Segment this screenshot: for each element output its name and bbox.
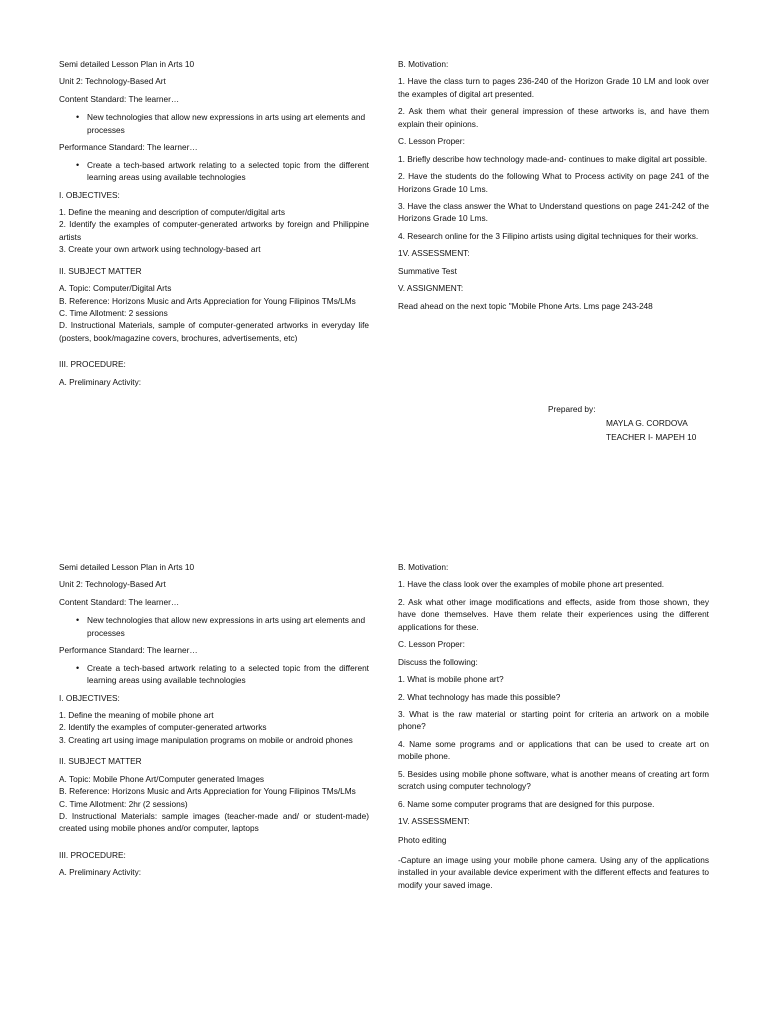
- plan1-lesson-item-1: 1. Briefly describe how technology made-and- continues to make digital art possible.: [398, 153, 707, 164]
- plan2-question-5: 5. Besides using mobile phone software, what is another means of creating art form scratch using computer technology?: [398, 768, 709, 792]
- plan2-content-standard: Content Standard: The learner…: [59, 596, 180, 607]
- plan2-content-list: [59, 614, 369, 639]
- plan2-motivation: B. Motivation:: [398, 562, 449, 572]
- plan1-subject-reference: B. Reference: Horizons Music and Arts Appreciation for Young Filipinos TMs/LMs: [59, 295, 356, 306]
- plan2-lesson-proper: C. Lesson Proper:: [398, 639, 465, 650]
- plan1-left-column: [59, 58, 369, 388]
- plan1-subject-topic: A. Topic: Computer/Digital Arts: [59, 283, 172, 294]
- plan2-objectives-heading: I. OBJECTIVES:: [59, 692, 120, 703]
- plan2-left-column: [59, 561, 369, 879]
- plan1-objective-1: 1. Define the meaning and description of computer/digital arts: [59, 206, 285, 217]
- plan1-preliminary: A. Preliminary Activity:: [59, 376, 142, 387]
- prepared-by-label: Prepared by:: [548, 404, 596, 414]
- teacher-position: TEACHER I- MAPEH 10: [606, 432, 697, 442]
- plan2-performance-list: [59, 662, 369, 687]
- plan1-lesson-item-4: 4. Research online for the 3 Filipino artists using digital techniques for their works.: [398, 230, 699, 241]
- plan1-motivation-item-1: 1. Have the class turn to pages 236-240 of the Horizon Grade 10 LM and look over the examples of digital art presented.: [398, 76, 709, 99]
- plan1-performance-bullet: • Create a tech-based artwork relating to a selected topic from the different learning areas using available technologies: [59, 159, 369, 184]
- plan2-objective-3: 3. Creating art using image manipulation programs on mobile or android phones: [59, 734, 353, 745]
- plan2-performance-standard: Performance Standard: The learner…: [59, 645, 198, 656]
- plan2-task: -Capture an image using your mobile phone camera. Using any of the applications installed in your available device experiment with the different effects and features to modify your saved image.: [398, 854, 709, 890]
- plan2-procedure-heading: III. PROCEDURE:: [59, 849, 126, 860]
- plan1-title: Semi detailed Lesson Plan in Arts 10: [59, 59, 195, 69]
- plan2-title: Semi detailed Lesson Plan in Arts 10: [59, 562, 195, 572]
- plan1-lesson-item-2: 2. Have the students do the following What to Process activity on page 241 of the Horizons Grade 10 Lms.: [398, 171, 709, 194]
- plan1-assignment-heading: V. ASSIGNMENT:: [398, 283, 464, 294]
- plan2-right-column: [398, 561, 709, 891]
- plan2-content-bullet: • New technologies that allow new expressions in arts using art elements and processes: [59, 614, 369, 639]
- plan1-read-ahead: Read ahead on the next topic "Mobile Phone Arts. Lms page 243-248: [398, 300, 653, 311]
- plan2-objective-2: 2. Identify the examples of computer-generated artworks: [59, 722, 267, 733]
- plan1-subject-time: C. Time Allotment: 2 sessions: [59, 308, 168, 318]
- plan2-question-4: 4. Name some programs and or applications that can be used to create art on mobile phone.: [398, 738, 709, 762]
- plan2-assessment-heading: 1V. ASSESSMENT:: [398, 816, 470, 826]
- plan2-motivation-item-2: 2. Ask what other image modifications and effects, aside from those shown, they have done themselves. Have them relate their experiences using the different applications for these.: [398, 596, 709, 632]
- plan2-question-3: 3. What is the raw material or starting point for criteria an artwork on a mobile phone?: [398, 708, 709, 732]
- plan1-motivation: B. Motivation:: [398, 59, 449, 69]
- plan2-unit: Unit 2: Technology-Based Art: [59, 579, 166, 590]
- plan2-question-2: 2. What technology has made this possible?: [398, 691, 561, 702]
- plan1-motivation-item-2: 2. Ask them what their general impression of these artworks is, and have them explain their opinions.: [398, 106, 709, 129]
- plan2-subject-reference: B. Reference: Horizons Music and Arts Appreciation for Young Filipinos TMs/LMs: [59, 786, 356, 797]
- plan1-subject-materials: D. Instructional Materials, sample of computer-generated artworks in everyday life (posters, book/magazine covers, brochures, advertisements, etc): [59, 320, 369, 343]
- plan2-subject-materials: D. Instructional Materials: sample images (teacher-made and/ or student-made) created using mobile phones and/or computer, laptops: [59, 811, 369, 834]
- plan1-summative: Summative Test: [398, 265, 457, 276]
- plan2-performance-bullet: • Create a tech-based artwork relating to a selected topic from the different learning areas using available technologies: [59, 662, 369, 687]
- plan1-content-standard: Content Standard: The learner…: [59, 93, 180, 104]
- plan1-content-bullet: • New technologies that allow new expressions in arts using art elements and processes: [59, 111, 369, 136]
- plan1-lesson-proper: C. Lesson Proper:: [398, 136, 465, 147]
- plan1-objective-2: 2. Identify the examples of computer-generated artworks by foreign and Philippine artists: [59, 219, 369, 242]
- plan2-objective-1: 1. Define the meaning of mobile phone art: [59, 709, 214, 720]
- teacher-name: MAYLA G. CORDOVA: [606, 418, 688, 428]
- plan1-assessment-heading: 1V. ASSESSMENT:: [398, 248, 470, 259]
- plan1-performance-list: [59, 159, 369, 184]
- plan1-lesson-item-3: 3. Have the class answer the What to Understand questions on page 241-242 of the Horizons Grade 10 Lms.: [398, 200, 709, 224]
- plan1-procedure-heading: III. PROCEDURE:: [59, 359, 126, 370]
- plan2-discuss: Discuss the following:: [398, 656, 478, 667]
- plan1-objective-3: 3. Create your own artwork using technology-based art: [59, 244, 261, 255]
- plan2-photo-editing: Photo editing: [398, 835, 447, 846]
- plan2-subject-topic: A. Topic: Mobile Phone Art/Computer generated Images: [59, 773, 265, 784]
- plan2-subject-heading: II. SUBJECT MATTER: [59, 756, 142, 767]
- plan1-subject-heading: II. SUBJECT MATTER: [59, 265, 142, 276]
- plan1-objectives-heading: I. OBJECTIVES:: [59, 189, 120, 200]
- plan1-right-column: [398, 58, 709, 312]
- plan2-preliminary: A. Preliminary Activity:: [59, 867, 142, 878]
- plan2-question-6: 6. Name some computer programs that are designed for this purpose.: [398, 798, 655, 809]
- plan1-unit: Unit 2: Technology-Based Art: [59, 76, 166, 87]
- plan2-motivation-item-1: 1. Have the class look over the examples of mobile phone art presented.: [398, 579, 665, 590]
- plan1-performance-standard: Performance Standard: The learner…: [59, 142, 198, 153]
- plan1-content-list: [59, 111, 369, 136]
- plan2-subject-time: C. Time Allotment: 2hr (2 sessions): [59, 798, 188, 809]
- plan2-question-1: 1. What is mobile phone art?: [398, 674, 504, 685]
